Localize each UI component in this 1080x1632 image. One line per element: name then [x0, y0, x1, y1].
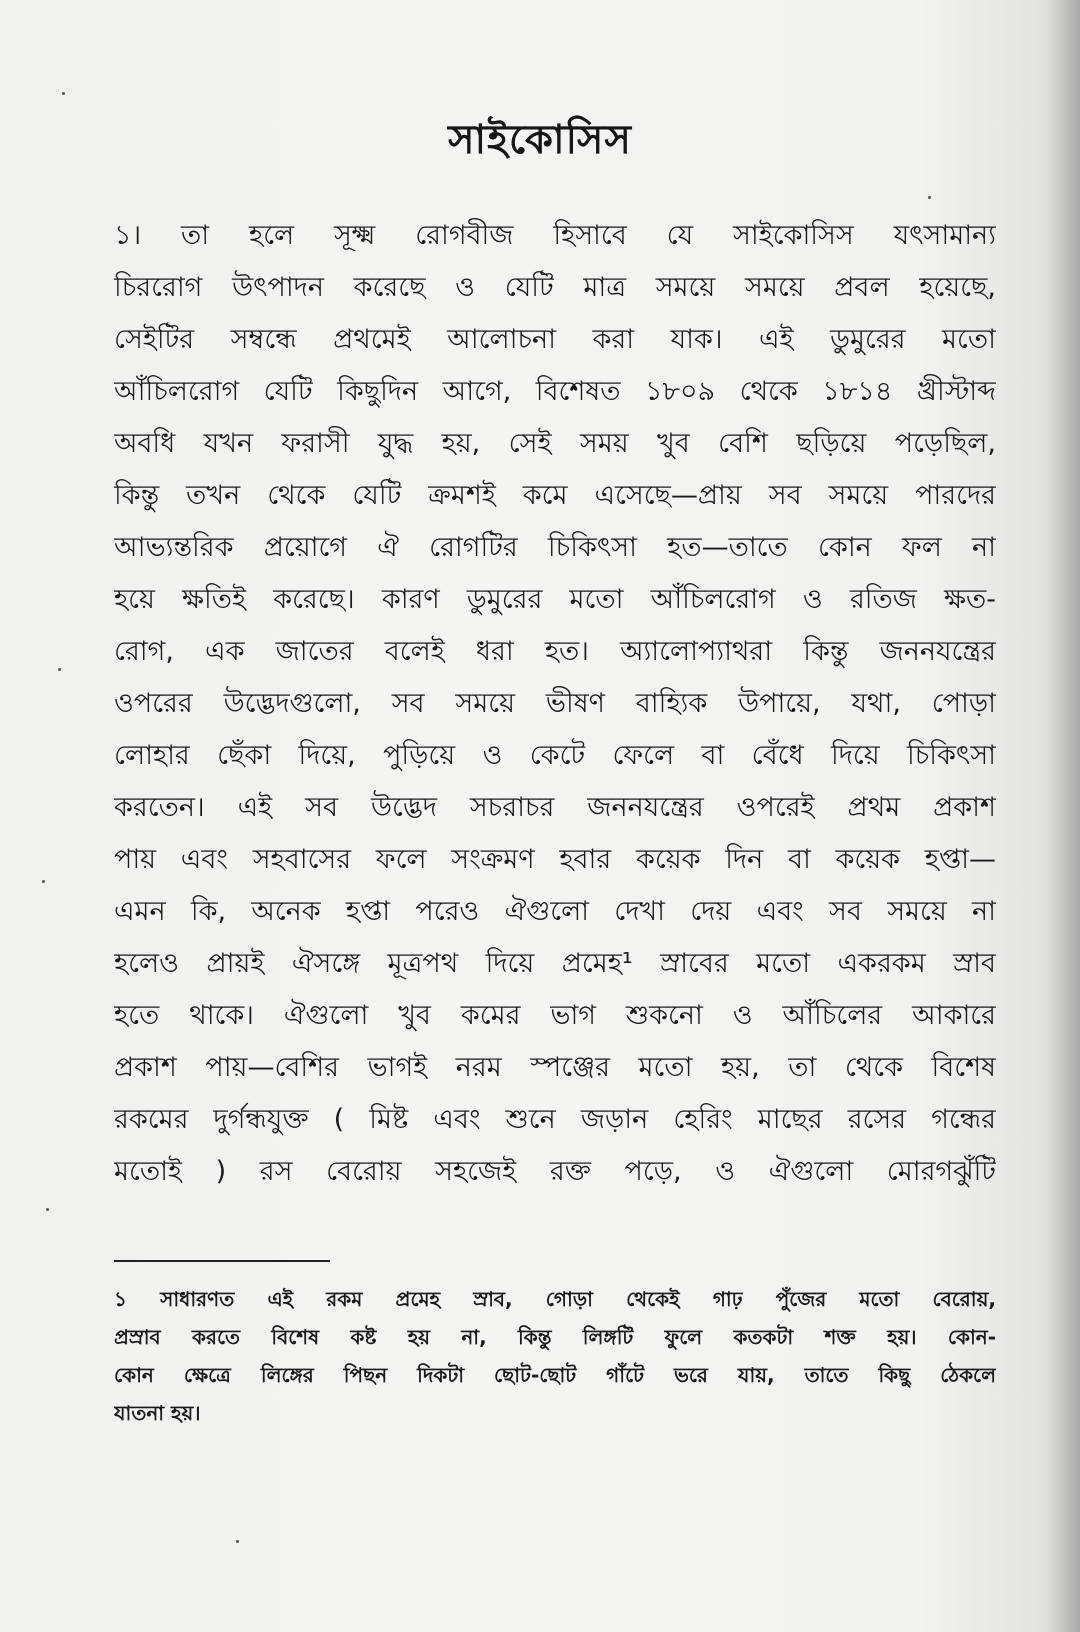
paper-speck	[42, 880, 45, 883]
body-line: ১। তা হলে সূক্ষ্ম রোগবীজ হিসাবে যে সাইকোসিস যৎসামান্য	[114, 220, 996, 251]
body-line: রোগ, এক জাতের বলেই ধরা হত। অ্যালোপ্যাথরা কিন্তু জননযন্ত্রের	[114, 636, 996, 667]
body-line: করতেন। এই সব উদ্ভেদ সচরাচর জননযন্ত্রের ওপরেই প্রথম প্রকাশ	[114, 792, 996, 823]
footnote-divider	[114, 1260, 330, 1262]
paper-speck	[58, 668, 61, 671]
paper-speck	[46, 1208, 49, 1211]
footnote-line: প্রস্রাব করতে বিশেষ কষ্ট হয় না, কিন্তু লিঙ্গটি ফুলে কতকটা শক্ত হয়। কোন-	[114, 1325, 996, 1349]
body-line: লোহার ছেঁকা দিয়ে, পুড়িয়ে ও কেটে ফেলে বা বেঁধে দিয়ে চিকিৎসা	[114, 740, 996, 771]
body-line: মতোই ) রস বেরোয় সহজেই রক্ত পড়ে, ও ঐগুলো মোরগঝুঁটি	[114, 1156, 996, 1187]
body-line: রকমের দুর্গন্ধযুক্ত ( মিষ্ট এবং শুনে জড়ান হেরিং মাছের রসের গন্ধের	[114, 1104, 996, 1135]
footnote-line: যাতনা হয়।	[114, 1401, 201, 1425]
chapter-title: সাইকোসিস	[448, 117, 632, 163]
body-line: হতে থাকে। ঐগুলো খুব কমের ভাগ শুকনো ও আঁচিলের আকারে	[114, 1000, 996, 1031]
body-line: ওপরের উদ্ভেদগুলো, সব সময়ে ভীষণ বাহ্যিক উপায়ে, যথা, পোড়া	[114, 688, 996, 719]
body-line: প্রকাশ পায়—বেশির ভাগই নরম স্পঞ্জের মতো হয়, তা থেকে বিশেষ	[114, 1052, 996, 1083]
footnote-line: কোন ক্ষেত্রে লিঙ্গের পিছন দিকটা ছোট-ছোট গাঁটে ভরে যায়, তাতে কিছু ঠেকলে	[114, 1363, 996, 1387]
body-line: কিন্তু তখন থেকে যেটি ক্রমশই কমে এসেছে—প্রায় সব সময়ে পারদের	[114, 480, 996, 511]
paper-speck	[236, 1540, 239, 1543]
body-line: আভ্যন্তরিক প্রয়োগে ঐ রোগটির চিকিৎসা হত—তাতে কোন ফল না	[114, 532, 996, 563]
body-line: এমন কি, অনেক হপ্তা পরেও ঐগুলো দেখা দেয় এবং সব সময়ে না	[114, 896, 996, 927]
body-line: হলেও প্রায়ই ঐসঙ্গে মূত্রপথ দিয়ে প্রমেহ¹ স্রাবের মতো একরকম স্রাব	[114, 948, 996, 979]
body-line: আঁচিলরোগ যেটি কিছুদিন আগে, বিশেষত ১৮০৯ থেকে ১৮১৪ খ্রীস্টাব্দ	[114, 376, 996, 407]
body-line: হয়ে ক্ষতিই করেছে। কারণ ডুমুরের মতো আঁচিলরোগ ও রতিজ ক্ষত-	[114, 584, 996, 615]
body-line: সেইটির সম্বন্ধে প্রথমেই আলোচনা করা যাক। এই ডুমুরের মতো	[114, 324, 996, 355]
body-line: চিররোগ উৎপাদন করেছে ও যেটি মাত্র সময়ে সময়ে প্রবল হয়েছে,	[114, 272, 996, 303]
paper-speck	[62, 92, 65, 95]
body-line: পায় এবং সহবাসের ফলে সংক্রমণ হবার কয়েক দিন বা কয়েক হপ্তা—	[114, 844, 996, 875]
footnote-line: ১ সাধারণত এই রকম প্রমেহ স্রাব, গোড়া থেকেই গাঢ় পুঁজের মতো বেরোয়,	[114, 1287, 996, 1311]
paper-speck	[928, 196, 931, 199]
body-line: অবধি যখন ফরাসী যুদ্ধ হয়, সেই সময় খুব বেশি ছড়িয়ে পড়েছিল,	[114, 428, 996, 459]
